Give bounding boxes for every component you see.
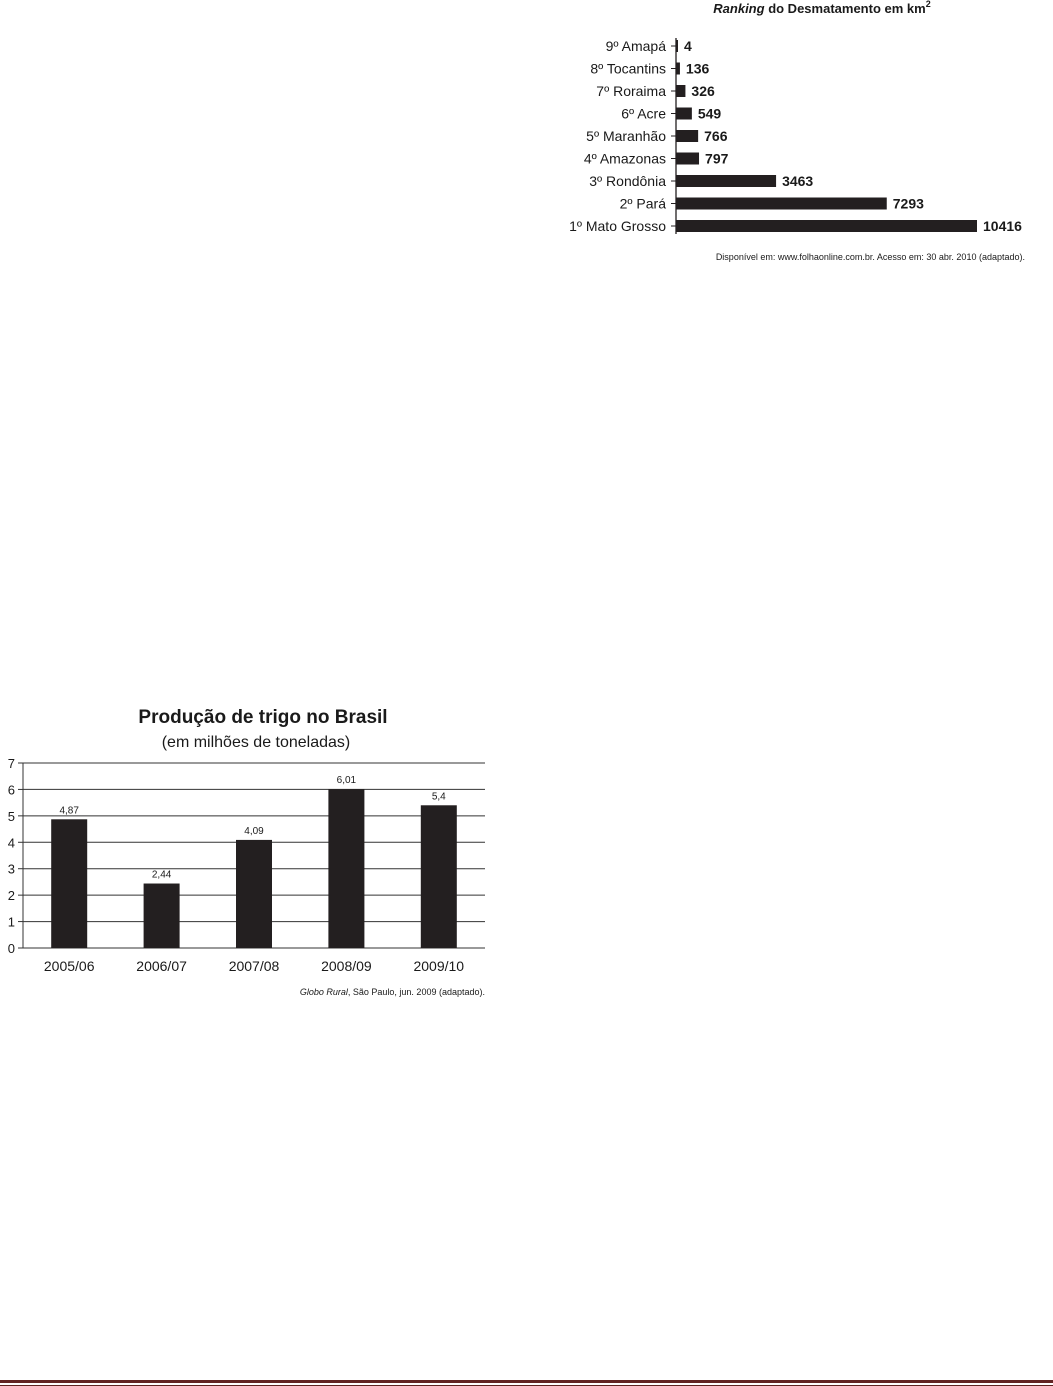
bar [328, 789, 364, 948]
bar [676, 175, 776, 187]
bar [676, 108, 692, 120]
category-label: 8º Tocantins [590, 60, 666, 77]
bar [676, 153, 699, 165]
category-label: 3º Rondônia [589, 173, 666, 189]
chart-title-superscript: 2 [925, 0, 931, 9]
deforestation-ranking-svg [548, 0, 1038, 270]
value-label: 4 [684, 38, 692, 54]
x-tick-label: 2006/07 [136, 958, 187, 974]
bar [676, 63, 680, 75]
y-tick-label: 2 [7, 888, 15, 904]
chart-source-italic: Globo Rural [299, 987, 348, 997]
value-label: 3463 [782, 173, 814, 189]
value-label: 6,01 [336, 775, 357, 787]
wheat-production-chart [0, 700, 495, 1005]
deforestation-ranking-chart [548, 0, 1038, 270]
category-label: 9º Amapá [605, 38, 666, 54]
bar [676, 85, 685, 97]
category-label: 2º Pará [619, 195, 666, 212]
y-tick-label: 5 [7, 808, 15, 824]
value-label: 549 [697, 105, 722, 122]
bar [676, 220, 977, 232]
footer-rule-thick [0, 1380, 1053, 1383]
category-label: 4º Amazonas [583, 150, 666, 167]
chart-source [300, 987, 485, 997]
value-label: 10416 [983, 218, 1022, 234]
value-label: 797 [705, 150, 729, 167]
bar [676, 130, 698, 142]
value-label: 766 [704, 128, 728, 144]
category-label: 1º Mato Grosso [569, 218, 666, 234]
value-label: 4,87 [59, 805, 79, 817]
y-tick-label: 6 [7, 782, 15, 798]
chart-title [713, 0, 930, 16]
bar [676, 40, 678, 52]
value-label: 4,09 [244, 825, 264, 837]
value-label: 2,44 [151, 869, 172, 881]
value-label: 136 [685, 60, 710, 77]
bar [421, 805, 457, 948]
value-label: 7293 [892, 195, 924, 212]
y-tick-label: 7 [7, 756, 15, 771]
chart-title-italic: Ranking [713, 1, 765, 16]
chart-title: Produção de trigo no Brasil [138, 707, 388, 728]
x-tick-label: 2005/06 [43, 958, 95, 974]
chart-subtitle: (em milhões de toneladas) [161, 734, 351, 751]
category-label: 7º Roraima [596, 83, 666, 99]
chart-title-main: do Desmatamento em km [764, 1, 926, 16]
y-tick-label: 0 [7, 941, 15, 956]
x-tick-label: 2007/08 [228, 958, 280, 974]
x-tick-label: 2008/09 [321, 958, 372, 974]
bar [144, 884, 180, 948]
category-label: 5º Maranhão [586, 128, 666, 144]
category-label: 6º Acre [621, 105, 666, 122]
bar [676, 198, 887, 210]
y-tick-label: 3 [7, 861, 15, 877]
value-label: 5,4 [431, 791, 446, 803]
y-tick-label: 1 [7, 914, 15, 930]
wheat-production-svg [0, 700, 495, 1005]
y-tick-label: 4 [7, 835, 15, 851]
bar [236, 840, 272, 948]
x-tick-label: 2009/10 [413, 958, 465, 974]
value-label: 326 [691, 83, 715, 99]
chart-source: Disponível em: www.folhaonline.com.br. Acesso em: 30 abr. 2010 (adaptado). [715, 252, 1025, 262]
bar [51, 819, 87, 948]
chart-source-rest: , São Paulo, jun. 2009 (adaptado). [347, 987, 485, 997]
